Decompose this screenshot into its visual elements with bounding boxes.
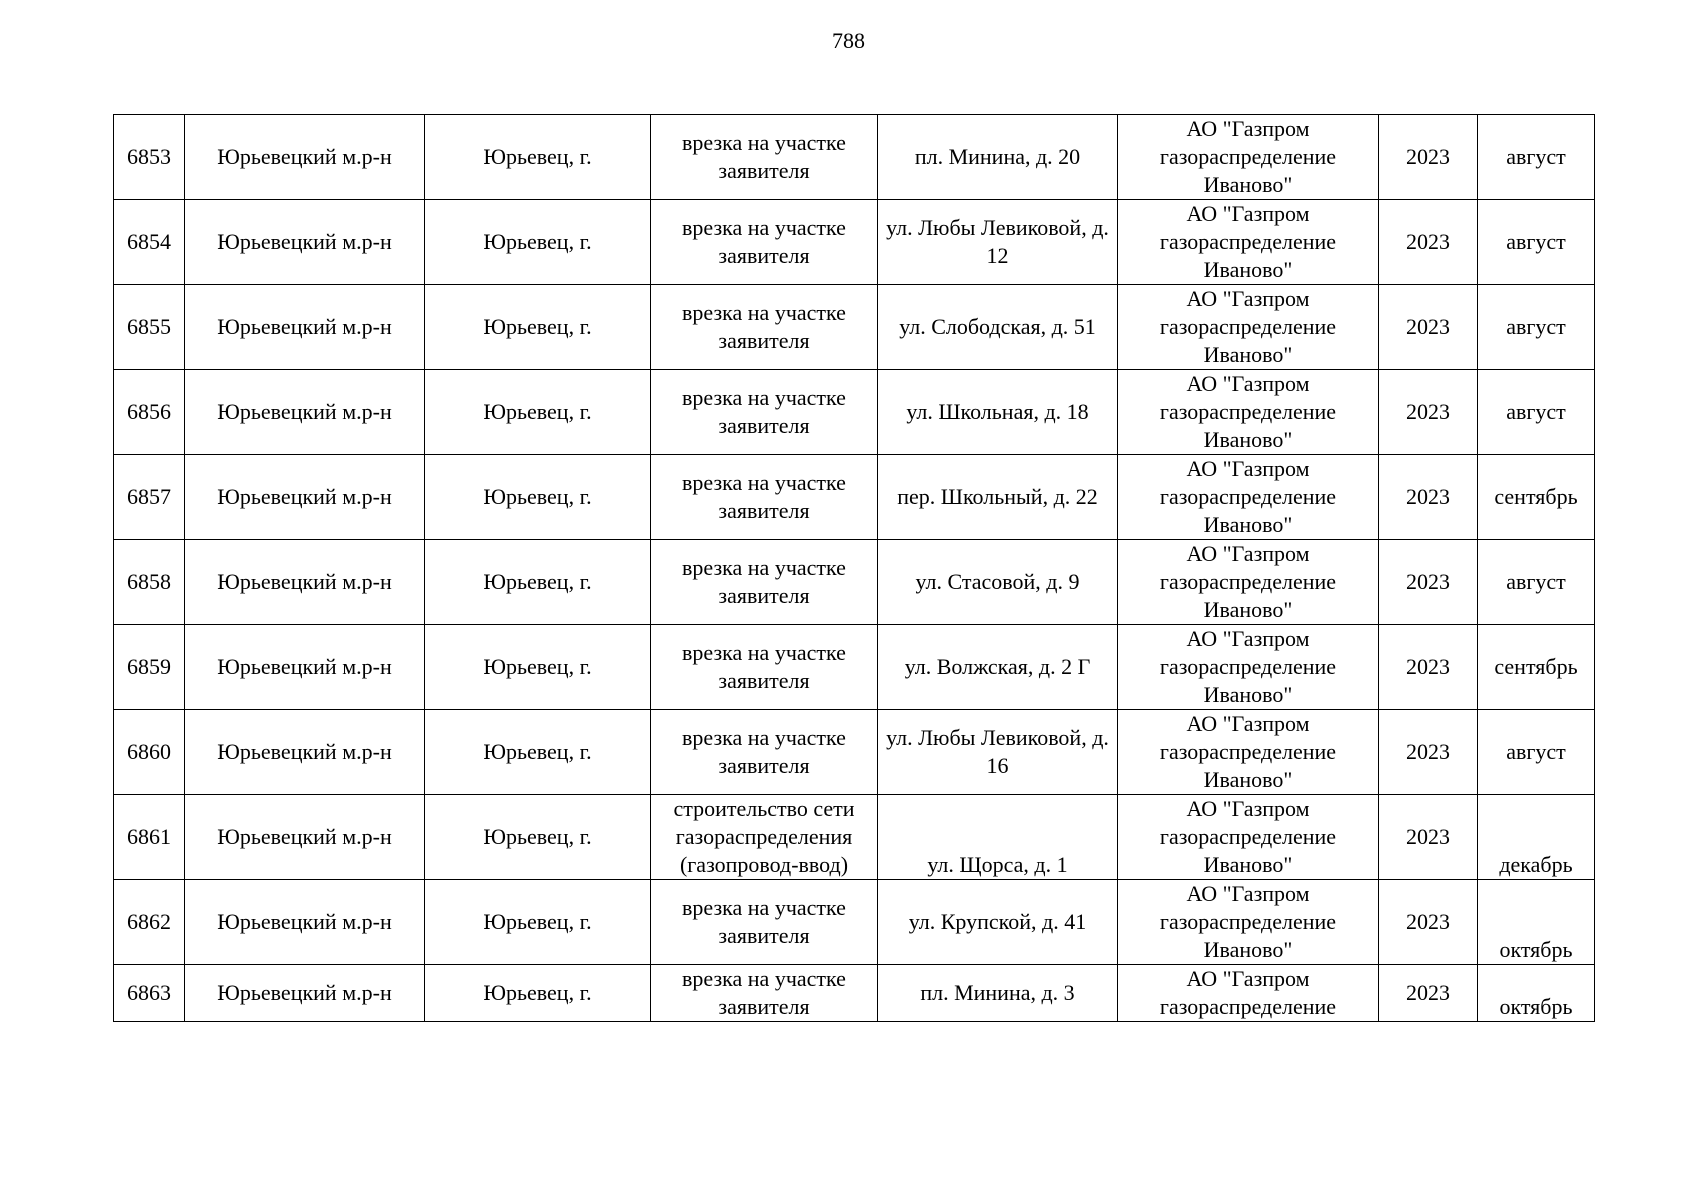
settlement-cell: Юрьевец, г. xyxy=(425,710,651,795)
gasification-table xyxy=(113,114,1595,1022)
month-cell: декабрь xyxy=(1478,795,1595,880)
month-cell: август xyxy=(1478,115,1595,200)
work-type-cell: врезка на участке заявителя xyxy=(651,200,878,285)
row-number-cell: 6860 xyxy=(114,710,185,795)
work-type-cell: врезка на участке заявителя xyxy=(651,285,878,370)
address-cell: ул. Любы Левиковой, д. 16 xyxy=(878,710,1118,795)
settlement-cell: Юрьевец, г. xyxy=(425,285,651,370)
settlement-cell: Юрьевец, г. xyxy=(425,115,651,200)
district-cell: Юрьевецкий м.р-н xyxy=(185,540,425,625)
settlement-cell: Юрьевец, г. xyxy=(425,200,651,285)
year-cell: 2023 xyxy=(1379,880,1478,965)
address-cell: ул. Щорса, д. 1 xyxy=(878,795,1118,880)
address-cell: ул. Слободская, д. 51 xyxy=(878,285,1118,370)
district-cell: Юрьевецкий м.р-н xyxy=(185,370,425,455)
year-cell: 2023 xyxy=(1379,625,1478,710)
settlement-cell: Юрьевец, г. xyxy=(425,795,651,880)
work-type-cell: врезка на участке заявителя xyxy=(651,710,878,795)
work-type-cell: строительство сети газораспределения (газопровод-ввод) xyxy=(651,795,878,880)
work-type-cell: врезка на участке заявителя xyxy=(651,455,878,540)
organization-cell: АО "Газпром газораспределение xyxy=(1118,965,1379,1022)
organization-cell: АО "Газпром газораспределение Иваново" xyxy=(1118,285,1379,370)
month-cell: август xyxy=(1478,710,1595,795)
month-cell: август xyxy=(1478,200,1595,285)
work-type-cell: врезка на участке заявителя xyxy=(651,625,878,710)
row-number-cell: 6854 xyxy=(114,200,185,285)
district-cell: Юрьевецкий м.р-н xyxy=(185,795,425,880)
table-row xyxy=(114,540,1595,625)
month-cell: сентябрь xyxy=(1478,625,1595,710)
organization-cell: АО "Газпром газораспределение Иваново" xyxy=(1118,710,1379,795)
district-cell: Юрьевецкий м.р-н xyxy=(185,285,425,370)
year-cell: 2023 xyxy=(1379,115,1478,200)
row-number-cell: 6857 xyxy=(114,455,185,540)
year-cell: 2023 xyxy=(1379,370,1478,455)
district-cell: Юрьевецкий м.р-н xyxy=(185,455,425,540)
settlement-cell: Юрьевец, г. xyxy=(425,455,651,540)
month-cell: сентябрь xyxy=(1478,455,1595,540)
row-number-cell: 6862 xyxy=(114,880,185,965)
address-cell: пер. Школьный, д. 22 xyxy=(878,455,1118,540)
year-cell: 2023 xyxy=(1379,200,1478,285)
table-row xyxy=(114,285,1595,370)
month-cell: август xyxy=(1478,540,1595,625)
table-body xyxy=(114,115,1595,1022)
work-type-cell: врезка на участке заявителя xyxy=(651,880,878,965)
month-cell: август xyxy=(1478,370,1595,455)
organization-cell: АО "Газпром газораспределение Иваново" xyxy=(1118,200,1379,285)
address-cell: ул. Крупской, д. 41 xyxy=(878,880,1118,965)
address-cell: ул. Стасовой, д. 9 xyxy=(878,540,1118,625)
row-number-cell: 6856 xyxy=(114,370,185,455)
organization-cell: АО "Газпром газораспределение Иваново" xyxy=(1118,625,1379,710)
organization-cell: АО "Газпром газораспределение Иваново" xyxy=(1118,455,1379,540)
settlement-cell: Юрьевец, г. xyxy=(425,540,651,625)
row-number-cell: 6861 xyxy=(114,795,185,880)
district-cell: Юрьевецкий м.р-н xyxy=(185,965,425,1022)
organization-cell: АО "Газпром газораспределение Иваново" xyxy=(1118,115,1379,200)
address-cell: пл. Минина, д. 20 xyxy=(878,115,1118,200)
table-row xyxy=(114,370,1595,455)
row-number-cell: 6853 xyxy=(114,115,185,200)
row-number-cell: 6858 xyxy=(114,540,185,625)
work-type-cell: врезка на участке заявителя xyxy=(651,540,878,625)
table-row xyxy=(114,965,1595,1022)
month-cell: октябрь xyxy=(1478,965,1595,1022)
year-cell: 2023 xyxy=(1379,285,1478,370)
table-row xyxy=(114,625,1595,710)
district-cell: Юрьевецкий м.р-н xyxy=(185,880,425,965)
year-cell: 2023 xyxy=(1379,965,1478,1022)
year-cell: 2023 xyxy=(1379,540,1478,625)
table-row xyxy=(114,200,1595,285)
month-cell: август xyxy=(1478,285,1595,370)
settlement-cell: Юрьевец, г. xyxy=(425,965,651,1022)
district-cell: Юрьевецкий м.р-н xyxy=(185,625,425,710)
address-cell: ул. Любы Левиковой, д. 12 xyxy=(878,200,1118,285)
work-type-cell: врезка на участке заявителя xyxy=(651,965,878,1022)
month-cell: октябрь xyxy=(1478,880,1595,965)
table-row xyxy=(114,455,1595,540)
year-cell: 2023 xyxy=(1379,455,1478,540)
district-cell: Юрьевецкий м.р-н xyxy=(185,710,425,795)
organization-cell: АО "Газпром газораспределение Иваново" xyxy=(1118,795,1379,880)
year-cell: 2023 xyxy=(1379,710,1478,795)
settlement-cell: Юрьевец, г. xyxy=(425,370,651,455)
table-row xyxy=(114,795,1595,880)
row-number-cell: 6859 xyxy=(114,625,185,710)
settlement-cell: Юрьевец, г. xyxy=(425,625,651,710)
work-type-cell: врезка на участке заявителя xyxy=(651,115,878,200)
organization-cell: АО "Газпром газораспределение Иваново" xyxy=(1118,370,1379,455)
year-cell: 2023 xyxy=(1379,795,1478,880)
table-row xyxy=(114,710,1595,795)
organization-cell: АО "Газпром газораспределение Иваново" xyxy=(1118,880,1379,965)
district-cell: Юрьевецкий м.р-н xyxy=(185,115,425,200)
page-number: 788 xyxy=(832,28,865,53)
address-cell: ул. Школьная, д. 18 xyxy=(878,370,1118,455)
row-number-cell: 6863 xyxy=(114,965,185,1022)
address-cell: пл. Минина, д. 3 xyxy=(878,965,1118,1022)
work-type-cell: врезка на участке заявителя xyxy=(651,370,878,455)
organization-cell: АО "Газпром газораспределение Иваново" xyxy=(1118,540,1379,625)
table-row xyxy=(114,880,1595,965)
district-cell: Юрьевецкий м.р-н xyxy=(185,200,425,285)
settlement-cell: Юрьевец, г. xyxy=(425,880,651,965)
address-cell: ул. Волжская, д. 2 Г xyxy=(878,625,1118,710)
row-number-cell: 6855 xyxy=(114,285,185,370)
table-row xyxy=(114,115,1595,200)
